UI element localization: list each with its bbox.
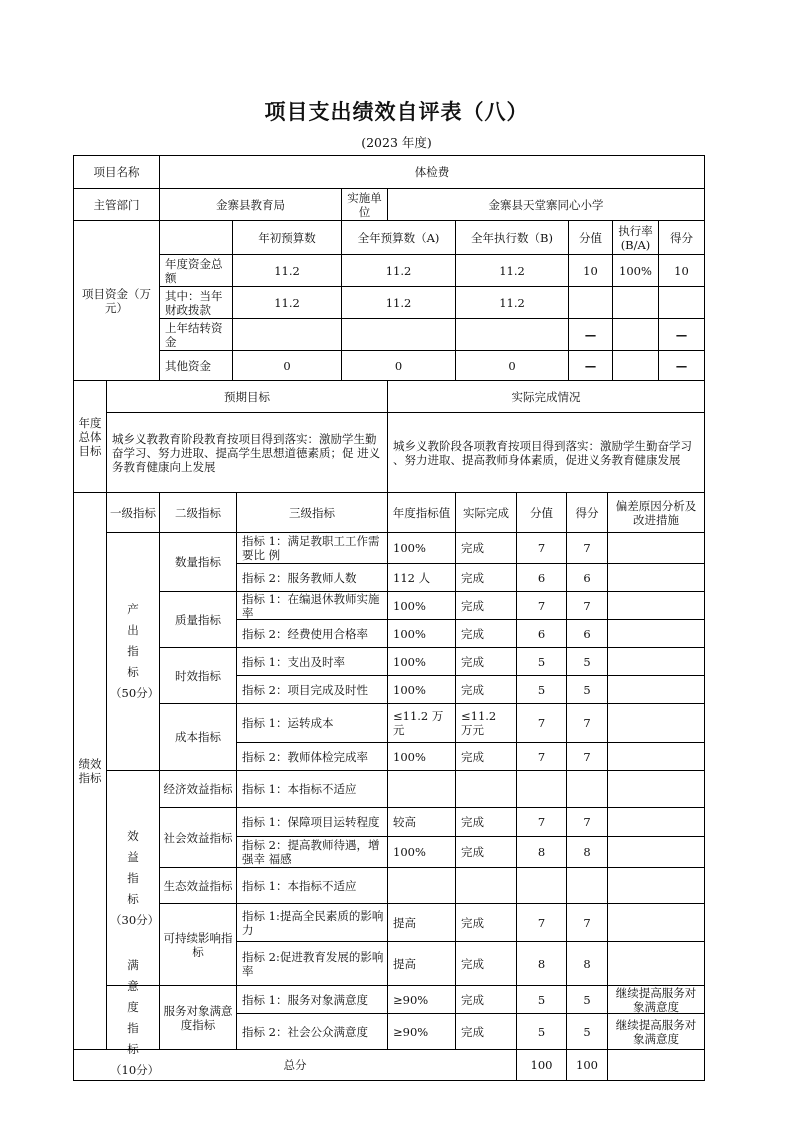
indicator-cell: 8 [537, 956, 546, 971]
indicator-cell: 7 [583, 598, 591, 613]
funds-value [234, 320, 340, 349]
funds-header: 全年预算数（A) [357, 230, 440, 245]
goals-actual-text: 城乡义教阶段各项教育按项目得到落实：激励学生勤奋学习 、努力进取、提高教师身体素质，促进义务教育健康发展 [393, 438, 692, 467]
indicator-cell: 完成 [461, 541, 484, 555]
level1-points: （50分） [110, 686, 160, 700]
indicator-cell [457, 772, 515, 806]
indicator-cell: 7 [583, 749, 591, 764]
indicator-cell: 指标 2：项目完成及时性 [242, 682, 368, 697]
indicator-cell: 100% [393, 598, 426, 613]
indicator-cell: 指标 1:提高全民素质的影响力 [242, 908, 384, 937]
perf-header: 一级指标 [110, 505, 156, 520]
indicator-cell: 完成 [461, 626, 484, 641]
level2-indicator: 时效指标 [175, 668, 221, 683]
indicator-cell: 7 [583, 915, 591, 930]
perf-header: 偏差原因分析及改进措施 [615, 498, 697, 527]
funds-label: 项目资金（万元） [82, 286, 151, 315]
funds-value: 11.2 [274, 295, 300, 310]
indicator-cell: 指标 2：提高教师待遇，增强幸 福感 [242, 838, 380, 866]
level1-indicator [108, 957, 160, 1077]
indicator-cell [609, 869, 703, 902]
indicator-cell [609, 649, 703, 674]
indicator-cell: 指标 2：经费使用合格率 [242, 626, 368, 641]
funds-value: 0 [394, 358, 403, 373]
indicator-cell: 提高 [393, 956, 416, 971]
level1-points: （10分） [110, 1062, 160, 1077]
indicator-cell: ≥90% [393, 1024, 429, 1039]
indicator-cell: 8 [583, 956, 591, 971]
indicator-cell: 指标 1：运转成本 [242, 716, 334, 730]
indicator-cell: 完成 [461, 570, 484, 585]
funds-row-name: 上年结转资金 [165, 320, 223, 349]
funds-value: 11.2 [274, 263, 300, 278]
indicator-cell: 完成 [461, 654, 484, 669]
funds-header: 年初预算数 [258, 230, 316, 245]
funds-value [614, 320, 657, 349]
level2-indicator: 社会效益指标 [163, 830, 233, 845]
indicator-cell: 7 [537, 915, 546, 930]
funds-header: 得分 [670, 230, 693, 245]
indicator-cell [457, 869, 515, 902]
indicator-cell [518, 869, 565, 902]
indicator-cell: 7 [537, 598, 546, 613]
funds-value [570, 288, 611, 317]
total-label: 总分 [283, 1058, 307, 1072]
indicator-cell: ≥90% [393, 992, 429, 1007]
indicator-cell: 7 [583, 541, 591, 555]
funds-header: 执行率(B/A) [618, 223, 653, 252]
page-title: 项目支出绩效自评表（八） [264, 100, 529, 124]
indicator-cell: 100% [393, 654, 426, 669]
indicator-cell: 6 [537, 626, 546, 641]
perf-header: 得分 [575, 505, 599, 520]
goals-actual-header: 实际完成情况 [511, 389, 581, 404]
indicator-cell [609, 809, 703, 835]
indicator-cell: 指标 1：在编退休教师实施率 [242, 591, 380, 620]
indicator-cell: 继续提高服务对象满意度 [615, 1017, 697, 1046]
perf-header: 二级指标 [175, 505, 221, 520]
funds-value [457, 320, 567, 349]
indicator-cell: 100% [393, 845, 426, 859]
indicator-cell: 指标 2：社会公众满意度 [242, 1024, 368, 1039]
indicator-cell: 指标 1：支出及时率 [242, 654, 345, 669]
indicator-cell [609, 534, 703, 562]
funds-value: 0 [508, 358, 516, 373]
table-cell [159, 220, 233, 255]
indicator-cell [518, 772, 565, 806]
indicator-cell: ≤11.2 万元 [393, 709, 444, 737]
dept-label: 主管部门 [93, 197, 140, 212]
indicator-cell: 7 [537, 815, 546, 829]
indicator-cell: 112 人 [393, 570, 431, 585]
indicator-cell: 7 [583, 815, 591, 829]
level2-indicator: 服务对象满意度指标 [163, 1003, 233, 1032]
indicator-cell: 5 [583, 654, 591, 669]
funds-value [660, 288, 703, 317]
goals-expected-header: 预期目标 [224, 389, 270, 404]
indicator-cell: 提高 [393, 915, 416, 930]
indicator-cell: 指标 1：服务对象满意度 [242, 992, 368, 1007]
level1-indicator [108, 534, 158, 769]
indicator-cell: 完成 [461, 992, 484, 1007]
level2-indicator: 数量指标 [175, 555, 221, 569]
funds-value [343, 320, 454, 349]
indicator-cell [609, 593, 703, 618]
indicator-cell: 指标 1：保障项目运转程度 [242, 815, 380, 829]
indicator-cell: 完成 [461, 598, 484, 613]
impl-value: 金寨县天堂寨同心小学 [488, 197, 604, 212]
funds-value: 10 [583, 263, 598, 278]
indicator-cell [568, 869, 606, 902]
indicator-cell: 5 [583, 1024, 591, 1039]
indicator-cell: 100% [393, 626, 426, 641]
funds-value: 100% [619, 263, 652, 278]
funds-value: 11.2 [499, 263, 525, 278]
indicator-cell: 完成 [461, 1024, 484, 1039]
indicator-cell [609, 621, 703, 646]
funds-value: 11.2 [385, 295, 412, 310]
project-name-value: 体检费 [414, 165, 450, 179]
indicator-cell: ≤11.2 万元 [461, 709, 508, 737]
indicator-cell: 7 [583, 716, 591, 730]
indicator-cell: 5 [537, 682, 546, 697]
indicator-cell: 5 [537, 654, 546, 669]
indicator-cell [609, 943, 703, 984]
page-subtitle: (2023 年度) [361, 135, 432, 150]
indicator-cell [609, 772, 703, 806]
perf-header: 年度指标值 [392, 505, 451, 520]
indicator-cell: 完成 [461, 915, 484, 930]
funds-row-name: 其中：当年财政拨款 [165, 288, 223, 317]
funds-value [614, 352, 657, 379]
goals-expected-text: 城乡义教教育阶段教育按项目得到落实：激励学生勤奋学习、努力进取、提高学生思想道德素质；促 进义务教育健康向上发展 [112, 431, 381, 474]
funds-value: 10 [674, 263, 689, 278]
indicator-cell: 继续提高服务对象满意度 [615, 985, 697, 1014]
level2-indicator: 成本指标 [175, 730, 221, 744]
funds-value: 11.2 [385, 263, 412, 278]
goals-label: 年度总体目标 [78, 415, 102, 458]
indicator-cell [609, 744, 703, 769]
indicator-cell [389, 772, 454, 806]
perf-label: 绩效指标 [78, 757, 102, 785]
impl-label: 实施单位 [347, 190, 382, 219]
perf-header: 实际完成 [463, 505, 509, 520]
level2-indicator: 可持续影响指标 [163, 930, 233, 959]
indicator-cell: 7 [537, 716, 546, 730]
total-value: 100 [530, 1058, 553, 1072]
indicator-cell: 指标 2：教师体检完成率 [242, 749, 368, 764]
level2-indicator: 质量指标 [175, 612, 221, 627]
indicator-cell: 6 [583, 570, 591, 585]
indicator-cell: 完成 [461, 749, 484, 764]
funds-value: — [675, 327, 688, 342]
indicator-cell: 5 [537, 1024, 546, 1039]
level1-indicator [108, 772, 158, 984]
level1-points: （30分） [110, 912, 160, 927]
indicator-cell: 8 [583, 845, 591, 859]
indicator-cell [609, 677, 703, 702]
funds-value [614, 288, 657, 317]
indicator-cell: 100% [393, 749, 426, 764]
funds-value: — [584, 358, 597, 373]
project-name-label: 项目名称 [93, 165, 140, 179]
indicator-cell: 7 [537, 749, 546, 764]
indicator-cell [389, 869, 454, 902]
funds-header: 全年执行数（B) [471, 230, 553, 245]
perf-header: 分值 [530, 505, 553, 520]
indicator-cell: 5 [583, 682, 591, 697]
funds-value: 0 [283, 358, 291, 373]
indicator-cell: 指标 1：本指标不适应 [242, 782, 357, 796]
indicator-cell [609, 565, 703, 590]
indicator-cell: 完成 [461, 815, 484, 829]
indicator-cell: 5 [583, 992, 591, 1007]
indicator-cell: 完成 [461, 845, 484, 859]
indicator-cell: 5 [537, 992, 546, 1007]
indicator-cell: 指标 2：服务教师人数 [242, 570, 357, 585]
funds-value: 11.2 [499, 295, 525, 310]
dept-value: 金寨县教育局 [216, 197, 285, 212]
level1-name: 产出指标 [127, 602, 139, 679]
indicator-cell [609, 838, 703, 866]
indicator-cell: 指标 2:促进教育发展的影响率 [242, 949, 384, 978]
indicator-cell: 完成 [461, 682, 484, 697]
indicator-cell [609, 705, 703, 741]
indicator-cell: 较高 [393, 815, 416, 829]
indicator-cell: 指标 1：满足教职工工作需要比 例 [242, 534, 380, 562]
indicator-cell: 6 [583, 626, 591, 641]
level1-name: 效益指标 [127, 828, 139, 906]
indicator-cell: 100% [393, 682, 426, 697]
funds-row-name: 其他资金 [165, 358, 211, 373]
level2-indicator: 生态效益指标 [163, 878, 233, 893]
indicator-cell [609, 905, 703, 940]
indicator-cell: 完成 [461, 956, 484, 971]
funds-row-name: 年度资金总额 [165, 256, 223, 285]
funds-value: — [675, 358, 688, 373]
indicator-cell [568, 772, 606, 806]
indicator-cell: 7 [537, 541, 546, 555]
funds-value: — [584, 327, 597, 342]
indicator-cell: 指标 1：本指标不适应 [242, 878, 357, 893]
level2-indicator: 经济效益指标 [163, 782, 233, 796]
indicator-cell: 100% [393, 541, 426, 555]
funds-header: 分值 [579, 230, 602, 245]
perf-header: 三级指标 [289, 505, 335, 520]
total-score: 100 [576, 1058, 598, 1072]
table-cell [607, 1049, 705, 1081]
indicator-cell: 8 [537, 845, 546, 859]
level1-name: 满意度指标 [127, 957, 139, 1056]
indicator-cell: 6 [537, 570, 546, 585]
